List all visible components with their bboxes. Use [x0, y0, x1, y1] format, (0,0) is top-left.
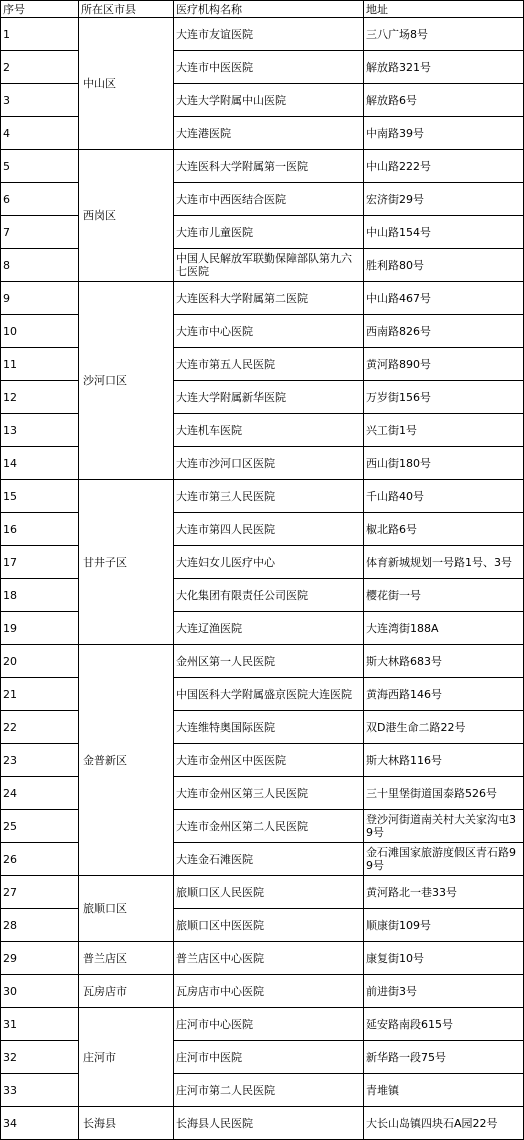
hospital-address: 斯大林路683号 [364, 645, 524, 678]
hospital-name: 大连市第五人民医院 [174, 348, 364, 381]
table-row [1, 150, 524, 183]
table-row [1, 942, 524, 975]
row-number: 20 [1, 645, 79, 678]
hospital-address: 青堆镇 [364, 1074, 524, 1107]
row-number: 16 [1, 513, 79, 546]
hospital-name: 大化集团有限责任公司医院 [174, 579, 364, 612]
district-cell: 沙河口区 [79, 282, 174, 480]
hospital-address: 解放路321号 [364, 51, 524, 84]
hospital-address: 千山路40号 [364, 480, 524, 513]
row-number: 9 [1, 282, 79, 315]
hospital-name: 大连金石滩医院 [174, 843, 364, 876]
hospital-address: 中山路222号 [364, 150, 524, 183]
row-number: 34 [1, 1107, 79, 1140]
hospital-name: 大连市中西医结合医院 [174, 183, 364, 216]
hospital-address: 中山路154号 [364, 216, 524, 249]
row-number: 13 [1, 414, 79, 447]
hospital-name: 大连市第三人民医院 [174, 480, 364, 513]
table-row [1, 975, 524, 1008]
table-header-row [1, 1, 524, 18]
row-number: 10 [1, 315, 79, 348]
hospital-address: 解放路6号 [364, 84, 524, 117]
row-number: 29 [1, 942, 79, 975]
row-number: 2 [1, 51, 79, 84]
district-cell: 庄河市 [79, 1008, 174, 1107]
hospital-address: 西南路826号 [364, 315, 524, 348]
hospital-name: 大连医科大学附属第一医院 [174, 150, 364, 183]
row-number: 22 [1, 711, 79, 744]
district-cell: 甘井子区 [79, 480, 174, 645]
row-number: 25 [1, 810, 79, 843]
hospital-name: 大连大学附属中山医院 [174, 84, 364, 117]
hospital-address: 中山路467号 [364, 282, 524, 315]
hospital-name: 大连维特奥国际医院 [174, 711, 364, 744]
table-row [1, 645, 524, 678]
district-cell: 西岗区 [79, 150, 174, 282]
hospital-name: 大连市金州区第二人民医院 [174, 810, 364, 843]
row-number: 24 [1, 777, 79, 810]
hospital-name: 金州区第一人民医院 [174, 645, 364, 678]
hospital-name: 大连大学附属新华医院 [174, 381, 364, 414]
hospital-address: 延安路南段615号 [364, 1008, 524, 1041]
hospital-address: 黄海西路146号 [364, 678, 524, 711]
hospital-address: 宏济街29号 [364, 183, 524, 216]
table-row [1, 1008, 524, 1041]
header-address: 地址 [364, 1, 524, 18]
table-body [1, 1, 524, 1140]
row-number: 15 [1, 480, 79, 513]
hospital-name: 大连机车医院 [174, 414, 364, 447]
row-number: 4 [1, 117, 79, 150]
row-number: 7 [1, 216, 79, 249]
hospital-address: 西山街180号 [364, 447, 524, 480]
hospital-address: 双D港生命二路22号 [364, 711, 524, 744]
row-number: 27 [1, 876, 79, 909]
table-row [1, 876, 524, 909]
row-number: 6 [1, 183, 79, 216]
district-cell: 瓦房店市 [79, 975, 174, 1008]
row-number: 8 [1, 249, 79, 282]
row-number: 5 [1, 150, 79, 183]
hospital-name: 中国人民解放军联勤保障部队第九六七医院 [174, 249, 364, 282]
row-number: 3 [1, 84, 79, 117]
table-row [1, 480, 524, 513]
hospital-name: 庄河市中心医院 [174, 1008, 364, 1041]
hospital-address: 斯大林路116号 [364, 744, 524, 777]
hospital-name: 大连港医院 [174, 117, 364, 150]
table-row [1, 18, 524, 51]
hospital-address: 樱花街一号 [364, 579, 524, 612]
hospital-address: 顺康街109号 [364, 909, 524, 942]
hospital-address: 前进街3号 [364, 975, 524, 1008]
hospital-address: 登沙河街道南关村大关家沟屯39号 [364, 810, 524, 843]
hospital-name: 大连市第四人民医院 [174, 513, 364, 546]
hospital-name: 大连医科大学附属第二医院 [174, 282, 364, 315]
hospital-address: 康复街10号 [364, 942, 524, 975]
hospital-name: 中国医科大学附属盛京医院大连医院 [174, 678, 364, 711]
hospital-address: 体育新城规划一号路1号、3号 [364, 546, 524, 579]
hospital-name: 大连辽渔医院 [174, 612, 364, 645]
hospital-name: 旅顺口区人民医院 [174, 876, 364, 909]
row-number: 26 [1, 843, 79, 876]
hospital-address: 兴工街1号 [364, 414, 524, 447]
hospital-name: 普兰店区中心医院 [174, 942, 364, 975]
hospital-address: 大连湾街188A [364, 612, 524, 645]
hospital-name: 长海县人民医院 [174, 1107, 364, 1140]
hospital-name: 大连市沙河口区医院 [174, 447, 364, 480]
row-number: 11 [1, 348, 79, 381]
hospital-address: 金石滩国家旅游度假区青石路99号 [364, 843, 524, 876]
hospital-address: 万岁街156号 [364, 381, 524, 414]
hospital-name: 大连市友谊医院 [174, 18, 364, 51]
row-number: 1 [1, 18, 79, 51]
hospital-address: 三十里堡街道国泰路526号 [364, 777, 524, 810]
header-no: 序号 [1, 1, 79, 18]
row-number: 33 [1, 1074, 79, 1107]
hospital-name: 大连市中医医院 [174, 51, 364, 84]
header-district: 所在区市县 [79, 1, 174, 18]
row-number: 28 [1, 909, 79, 942]
hospital-address: 中南路39号 [364, 117, 524, 150]
row-number: 18 [1, 579, 79, 612]
row-number: 32 [1, 1041, 79, 1074]
row-number: 12 [1, 381, 79, 414]
hospital-address: 胜利路80号 [364, 249, 524, 282]
row-number: 31 [1, 1008, 79, 1041]
hospital-name: 旅顺口区中医医院 [174, 909, 364, 942]
hospital-address: 新华路一段75号 [364, 1041, 524, 1074]
row-number: 21 [1, 678, 79, 711]
row-number: 19 [1, 612, 79, 645]
row-number: 17 [1, 546, 79, 579]
row-number: 23 [1, 744, 79, 777]
district-cell: 普兰店区 [79, 942, 174, 975]
hospital-address: 黄河路890号 [364, 348, 524, 381]
district-cell: 中山区 [79, 18, 174, 150]
table-row [1, 1107, 524, 1140]
hospital-address: 大长山岛镇四块石A园22号 [364, 1107, 524, 1140]
district-cell: 长海县 [79, 1107, 174, 1140]
row-number: 30 [1, 975, 79, 1008]
row-number: 14 [1, 447, 79, 480]
hospital-address: 黄河路北一巷33号 [364, 876, 524, 909]
hospital-name: 大连市金州区第三人民医院 [174, 777, 364, 810]
district-cell: 旅顺口区 [79, 876, 174, 942]
district-cell: 金普新区 [79, 645, 174, 876]
hospital-address: 椒北路6号 [364, 513, 524, 546]
hospital-name: 大连市中心医院 [174, 315, 364, 348]
table-row [1, 282, 524, 315]
header-hospital-name: 医疗机构名称 [174, 1, 364, 18]
hospital-address: 三八广场8号 [364, 18, 524, 51]
hospital-name: 大连市儿童医院 [174, 216, 364, 249]
hospital-name: 庄河市第二人民医院 [174, 1074, 364, 1107]
hospital-name: 大连妇女儿医疗中心 [174, 546, 364, 579]
hospital-name: 大连市金州区中医医院 [174, 744, 364, 777]
hospital-name: 庄河市中医院 [174, 1041, 364, 1074]
hospital-name: 瓦房店市中心医院 [174, 975, 364, 1008]
